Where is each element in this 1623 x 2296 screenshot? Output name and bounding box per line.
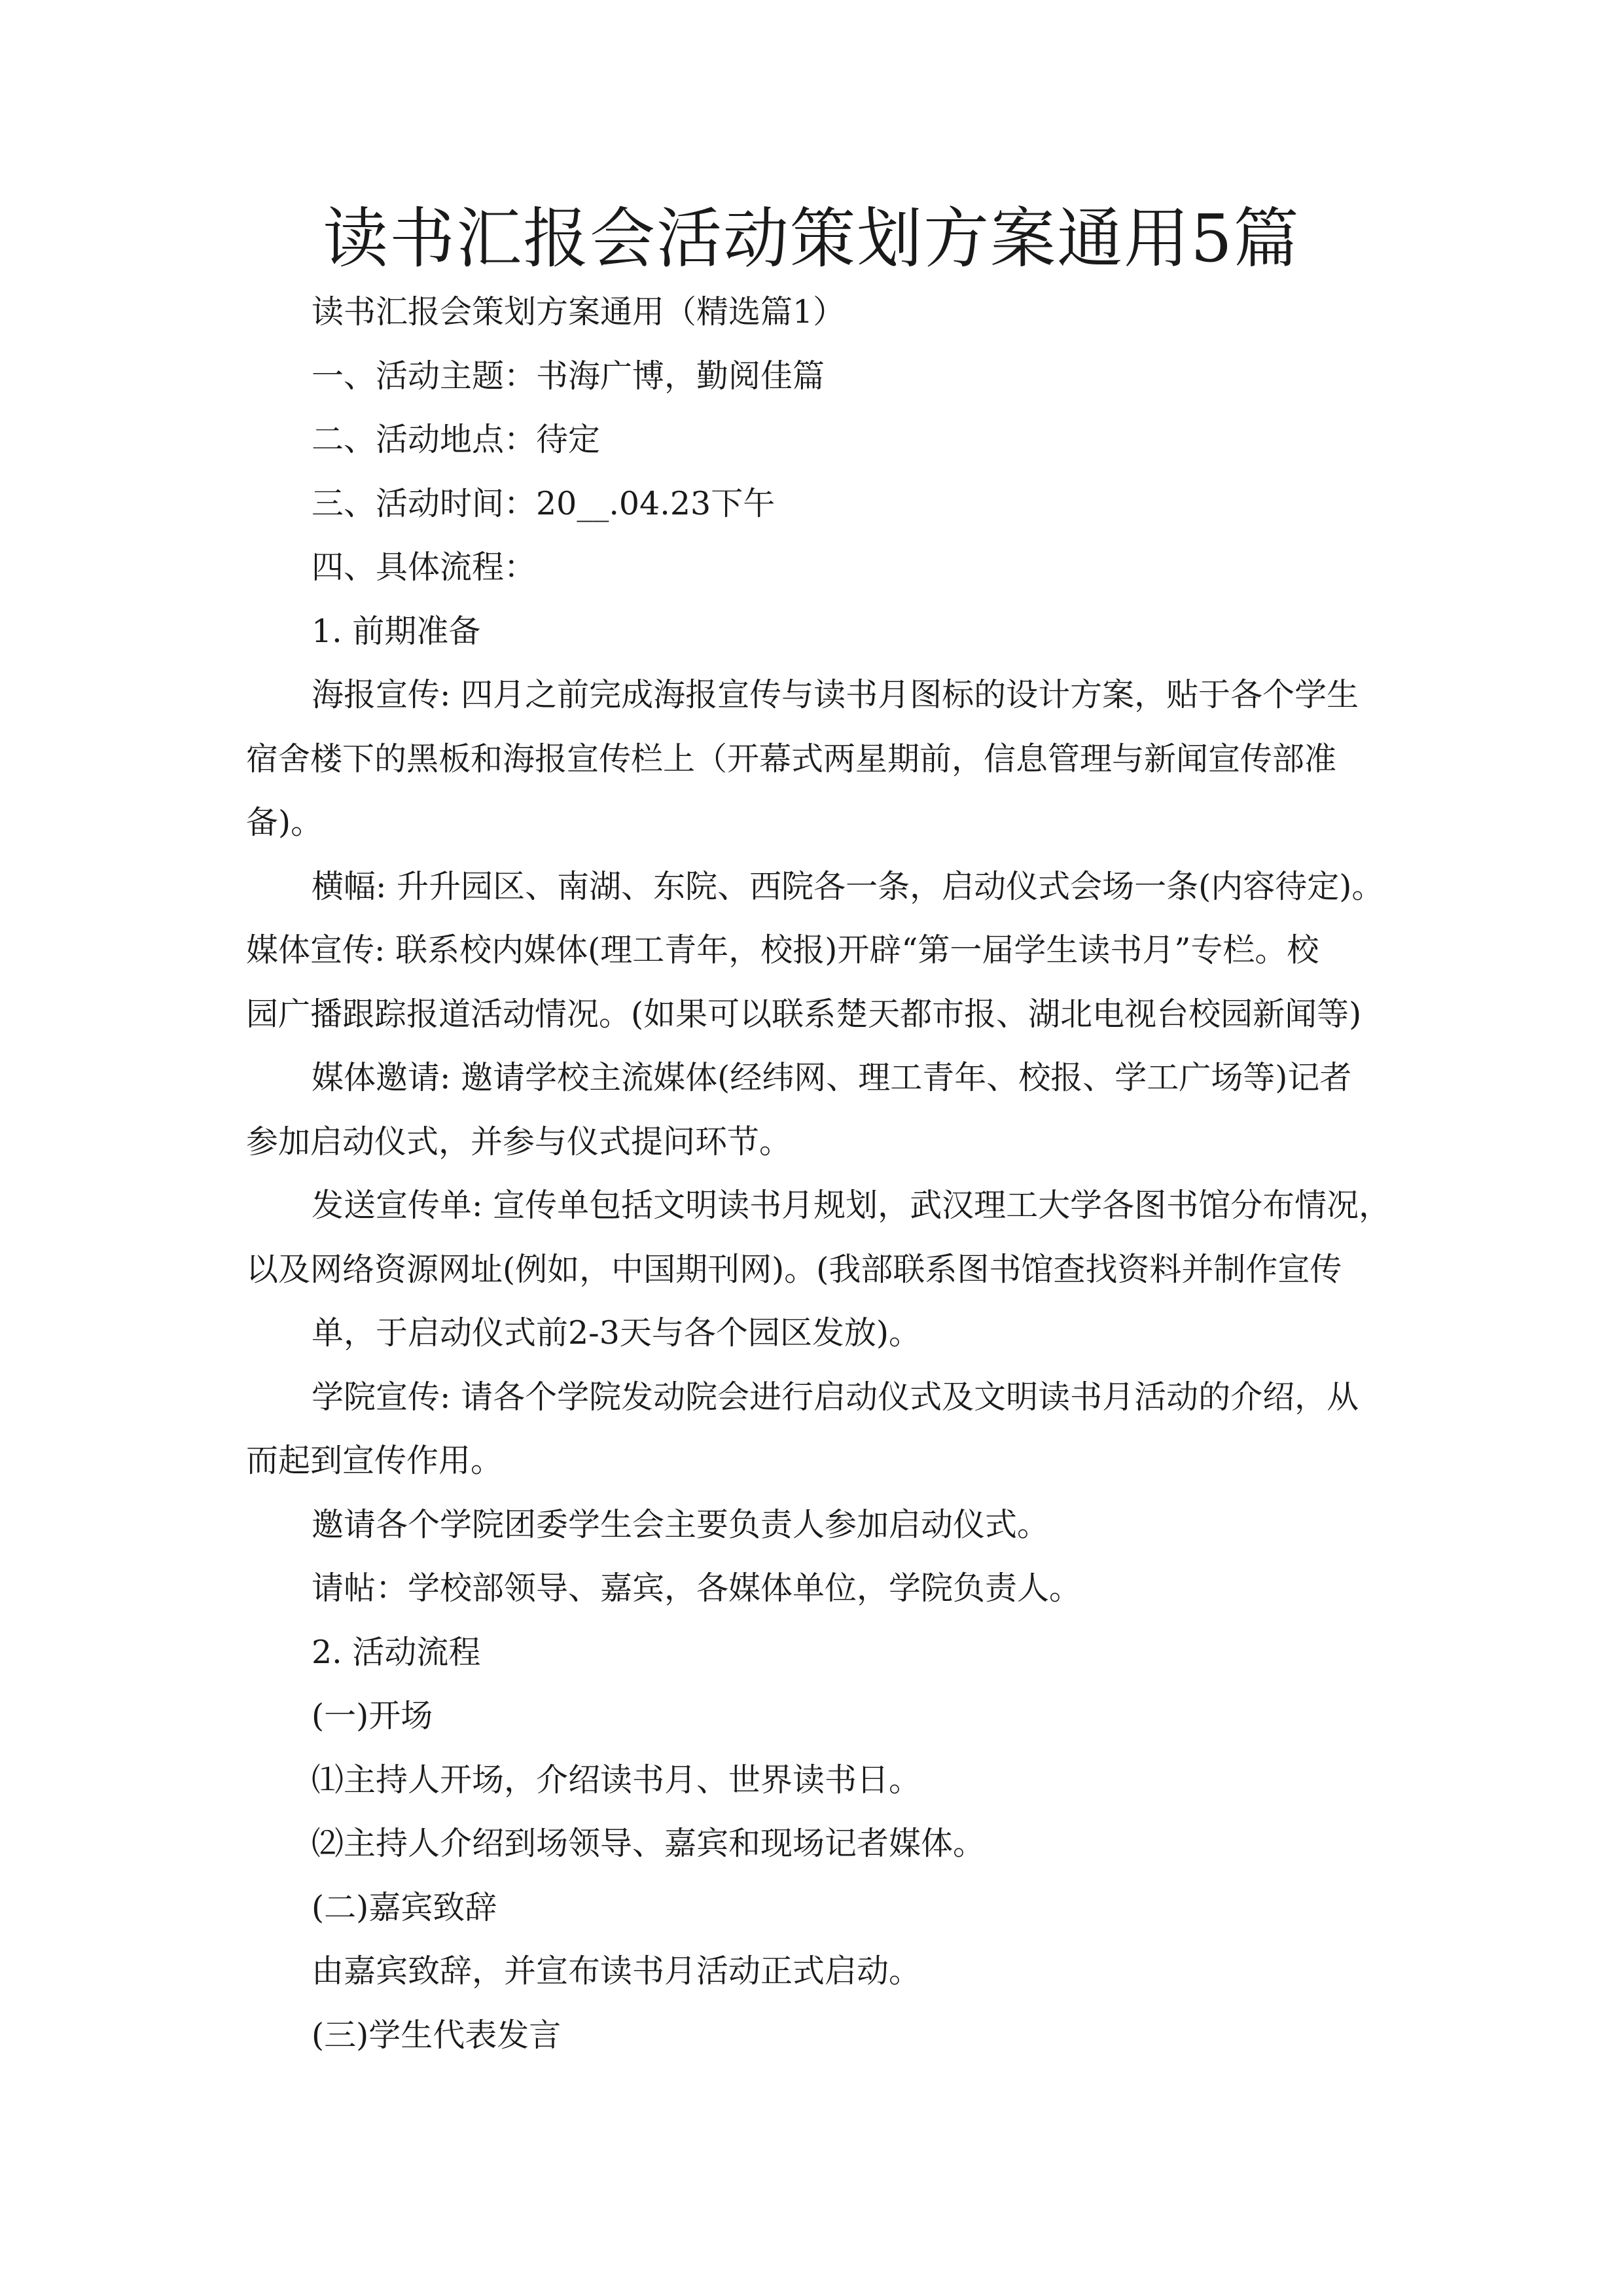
paragraph-line: 而起到宣传作用。 — [246, 1442, 503, 1479]
paragraph-line: (三)学生代表发言 — [312, 2016, 562, 2054]
paragraph-line: 1. 前期准备 — [312, 612, 481, 650]
paragraph-line: 2. 活动流程 — [312, 1633, 481, 1671]
paragraph-line: 请帖：学校部领导、嘉宾，各媒体单位，学院负责人。 — [312, 1570, 1082, 1607]
paragraph-line: (二)嘉宾致辞 — [312, 1888, 497, 1926]
paragraph-line: 横幅: 升升园区、南湖、东院、西院各一条，启动仪式会场一条(内容待定)。 — [312, 867, 1384, 905]
paragraph-line: 单，于启动仪式前2-3天与各个园区发放)。 — [312, 1314, 921, 1352]
paragraph-line: 四、具体流程： — [312, 548, 537, 586]
paragraph-line: 邀请各个学院团委学生会主要负责人参加启动仪式。 — [312, 1505, 1050, 1543]
paragraph-line: 宿舍楼下的黑板和海报宣传栏上（开幕式两星期前，信息管理与新闻宣传部准 — [246, 740, 1337, 778]
paragraph-line: 园广播跟踪报道活动情况。(如果可以联系楚天都市报、湖北电视台校园新闻等) — [246, 995, 1362, 1033]
paragraph-line: 由嘉宾致辞，并宣布读书月活动正式启动。 — [312, 1952, 921, 1990]
paragraph-line: 参加启动仪式，并参与仪式提问环节。 — [246, 1122, 792, 1160]
paragraph-line: 学院宣传: 请各个学院发动院会进行启动仪式及文明读书月活动的介绍，从 — [312, 1378, 1359, 1416]
paragraph-line: ⑵主持人介绍到场领导、嘉宾和现场记者媒体。 — [312, 1825, 986, 1862]
document-body — [246, 280, 1391, 2067]
paragraph-line: 海报宣传: 四月之前完成海报宣传与读书月图标的设计方案，贴于各个学生 — [312, 676, 1359, 713]
paragraph-line: 三、活动时间：20__.04.23下午 — [312, 484, 776, 522]
paragraph-line: ⑴主持人开场，介绍读书月、世界读书日。 — [312, 1761, 921, 1799]
paragraph-line: 二、活动地点：待定 — [312, 421, 601, 458]
document-title: 读书汇报会活动策划方案通用5篇 — [323, 200, 1300, 277]
paragraph-line: 发送宣传单: 宣传单包括文明读书月规划，武汉理工大学各图书馆分布情况， — [312, 1187, 1391, 1224]
paragraph-line: 媒体邀请: 邀请学校主流媒体(经纬网、理工青年、校报、学工广场等)记者 — [312, 1059, 1352, 1096]
section-heading: 读书汇报会策划方案通用（精选篇1） — [312, 293, 846, 331]
paragraph-line: 媒体宣传: 联系校内媒体(理工青年，校报)开辟“第一届学生读书月”专栏。校 — [246, 931, 1319, 969]
paragraph-line: 以及网络资源网址(例如，中国期刊网)。(我部联系图书馆查找资料并制作宣传 — [246, 1250, 1342, 1288]
paragraph-line: (一)开场 — [312, 1697, 433, 1734]
paragraph-line: 备)。 — [246, 804, 323, 841]
paragraph-line: 一、活动主题：书海广博，勤阅佳篇 — [312, 357, 825, 395]
